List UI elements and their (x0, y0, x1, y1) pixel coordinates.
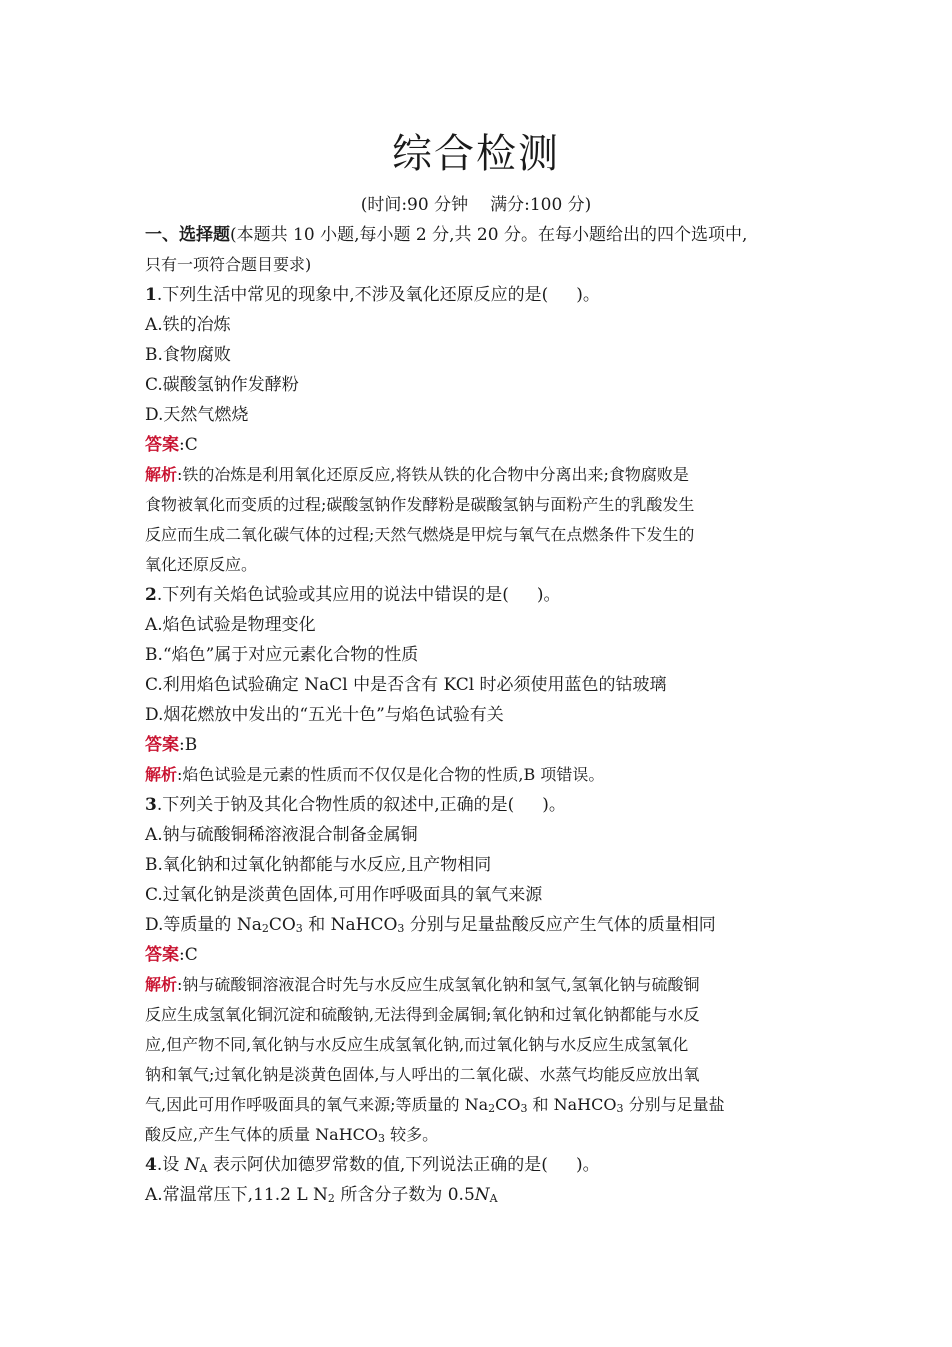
q1-option-b: B.食物腐败 (145, 345, 231, 365)
q2-option-b: B.“焰色”属于对应元素化合物的性质 (145, 645, 419, 665)
q1-analysis-line: 氧化还原反应。 (145, 555, 258, 574)
q3-option-c: C.过氧化钠是淡黄色固体,可用作呼吸面具的氧气来源 (145, 885, 543, 905)
q3-option-b: B.氧化钠和过氧化钠都能与水反应,且产物相同 (145, 855, 492, 875)
q3-analysis-line: 反应生成氢氧化铜沉淀和硫酸钠,无法得到金属铜;氧化钠和过氧化钠都能与水反 (145, 1005, 700, 1024)
exam-info (0, 193, 952, 217)
q1-analysis-line: 反应而生成二氧化碳气体的过程;天然气燃烧是甲烷与氧气在点燃条件下发生的 (145, 525, 695, 544)
section-header: 一、选择题(本题共 10 小题,每小题 2 分,共 20 分。在每小题给出的四个选项中, (145, 225, 748, 245)
q3-analysis-line: 应,但产物不同,氧化钠与水反应生成氢氧化钠,而过氧化钠与水反应生成氢氧化 (145, 1035, 689, 1054)
q3-analysis-line: 钠和氧气;过氧化钠是淡黄色固体,与人呼出的二氧化碳、水蒸气均能反应放出氧 (145, 1065, 700, 1084)
question-4-stem: 4.设 NA 表示阿伏加德罗常数的值,下列说法正确的是( )。 (145, 1155, 600, 1175)
q3-answer: 答案:C (145, 945, 198, 965)
q3-analysis-line: 气,因此可用作呼吸面具的氧气来源;等质量的 Na2CO3 和 NaHCO3 分别与足量盐 (145, 1095, 725, 1115)
score-info: 满分:100 分) (490, 195, 592, 215)
question-1-stem: 1.下列生活中常见的现象中,不涉及氧化还原反应的是( )。 (145, 285, 600, 305)
q2-option-d: D.烟花燃放中发出的“五光十色”与焰色试验有关 (145, 705, 504, 725)
q2-analysis: 解析:焰色试验是元素的性质而不仅仅是化合物的性质,B 项错误。 (145, 765, 605, 784)
question-2-stem: 2.下列有关焰色试验或其应用的说法中错误的是( )。 (145, 585, 561, 605)
q3-analysis-line: 酸反应,产生气体的质量 NaHCO3 较多。 (145, 1125, 439, 1145)
time-info: (时间:90 分钟 (360, 195, 469, 215)
q1-answer: 答案:C (145, 435, 198, 455)
q1-option-c: C.碳酸氢钠作发酵粉 (145, 375, 299, 395)
q1-option-a: A.铁的冶炼 (145, 315, 231, 335)
q1-analysis-line: 食物被氧化而变质的过程;碳酸氢钠作发酵粉是碳酸氢钠与面粉产生的乳酸发生 (145, 495, 695, 514)
q1-analysis: 解析:铁的冶炼是利用氧化还原反应,将铁从铁的化合物中分离出来;食物腐败是 (145, 465, 689, 484)
q2-option-c: C.利用焰色试验确定 NaCl 中是否含有 KCl 时必须使用蓝色的钴玻璃 (145, 675, 667, 695)
q3-analysis: 解析:钠与硫酸铜溶液混合时先与水反应生成氢氧化钠和氢气,氢氧化钠与硫酸铜 (145, 975, 700, 994)
question-3-stem: 3.下列关于钠及其化合物性质的叙述中,正确的是( )。 (145, 795, 566, 815)
question-list (145, 220, 810, 1210)
q3-option-d: D.等质量的 Na2CO3 和 NaHCO3 分别与足量盐酸反应产生气体的质量相同 (145, 915, 716, 935)
q4-option-a: A.常温常压下,11.2 L N2 所含分子数为 0.5NA (145, 1185, 498, 1205)
section-desc: 只有一项符合题目要求) (145, 255, 312, 274)
q1-option-d: D.天然气燃烧 (145, 405, 249, 425)
q3-option-a: A.钠与硫酸铜稀溶液混合制备金属铜 (145, 825, 418, 845)
page-title: 综合检测 (392, 131, 560, 177)
q2-answer: 答案:B (145, 735, 198, 755)
q2-option-a: A.焰色试验是物理变化 (145, 615, 316, 635)
